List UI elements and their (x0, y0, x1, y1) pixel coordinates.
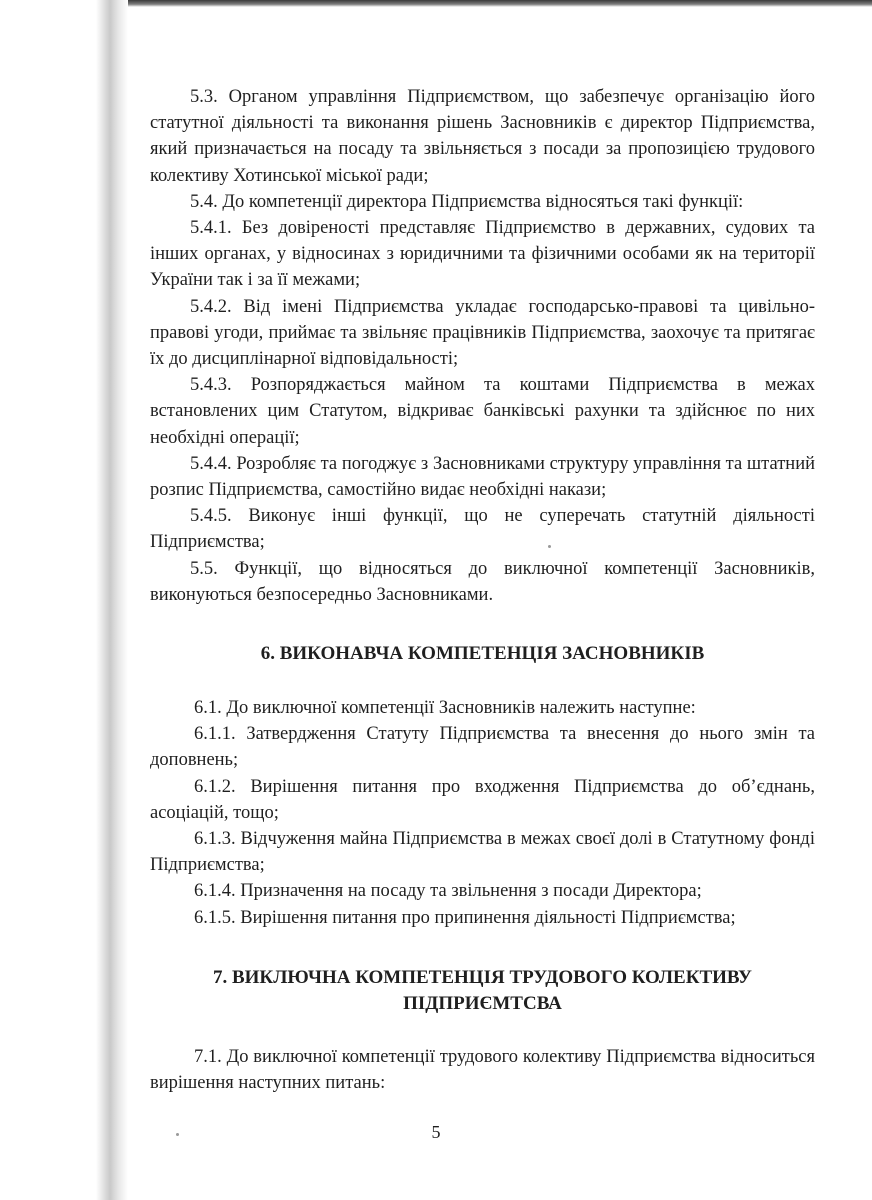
scan-binding-shadow (0, 0, 128, 1200)
paragraph-6-1-3: 6.1.3. Відчуження майна Підприємства в межах своєї долі в Статутному фонді Підприємства; (150, 829, 815, 876)
section-7-heading-line1: 7. ВИКЛЮЧНА КОМПЕТЕНЦІЯ ТРУДОВОГО КОЛЕКТИВУ (212, 966, 753, 988)
document-page (150, 84, 815, 1096)
scan-speck (548, 545, 551, 548)
paragraph-6-1: 6.1. До виключної компетенції Засновників належить наступне: (194, 698, 696, 719)
paragraph-5-4-5: 5.4.5. Виконує інші функції, що не суперечать статутній діяльності Підприємства; (150, 506, 815, 553)
paragraph-5-4-4: 5.4.4. Розробляє та погоджує з Засновниками структуру управління та штатний розпис Підприємства, самостійно видає необхідні накази; (150, 453, 815, 501)
section-6-heading: 6. ВИКОНАВЧА КОМПЕТЕНЦІЯ ЗАСНОВНИКІВ (260, 643, 705, 665)
paragraph-5-4-3: 5.4.3. Розпоряджається майном та коштами Підприємства в межах встановлених цим Статутом, відкриває банківські рахунки та здійснює по них необхідні операції; (150, 375, 815, 448)
section-7-heading-line2: ПІДПРИЄМТСВА (403, 992, 562, 1014)
paragraph-6-1-1: 6.1.1. Затвердження Статуту Підприємства та внесення до нього змін та доповнень; (150, 724, 815, 771)
paragraph-7-1: 7.1. До виключної компетенції трудового колективу Підприємства відноситься вирішення наступних питань: (150, 1046, 815, 1094)
paragraph-5-4-1: 5.4.1. Без довіреності представляє Підприємство в державних, судових та інших органах, у відносинах з юридичними та фізичними особами як на території України так і за її межами; (150, 218, 815, 291)
paragraph-5-5: 5.5. Функції, що відносяться до виключної компетенції Засновників, виконуються безпосередньо Засновниками. (150, 558, 815, 605)
scan-top-edge (0, 0, 872, 7)
paragraph-5-4-2: 5.4.2. Від імені Підприємства укладає господарсько-правові та цивільно-правові угоди, приймає та звільняє працівників Підприємства, заохочує та притягає їх до дисциплінарної відповідальності; (150, 296, 815, 370)
scan-speck (176, 1133, 179, 1136)
paragraph-6-1-4: 6.1.4. Призначення на посаду та звільнення з посади Директора; (194, 881, 702, 902)
paragraph-5-4: 5.4. До компетенції директора Підприємства відносяться такі функції: (190, 191, 744, 212)
paragraph-6-1-5: 6.1.5. Вирішення питання про припинення діяльності Підприємства; (194, 907, 736, 928)
paragraph-5-3: 5.3. Органом управління Підприємством, що забезпечує організацію його статутної діяльності та виконання рішень Засновників є директор Підприємства, який призначається на посаду та звільняється з посади за пропозицією трудового колективу Хотинської міської ради; (150, 87, 815, 186)
paragraph-6-1-2: 6.1.2. Вирішення питання про входження Підприємства до об’єднань, асоціацій, тощо; (150, 776, 815, 823)
page-number: 5 (431, 1122, 441, 1142)
section-7-heading (150, 965, 815, 1017)
